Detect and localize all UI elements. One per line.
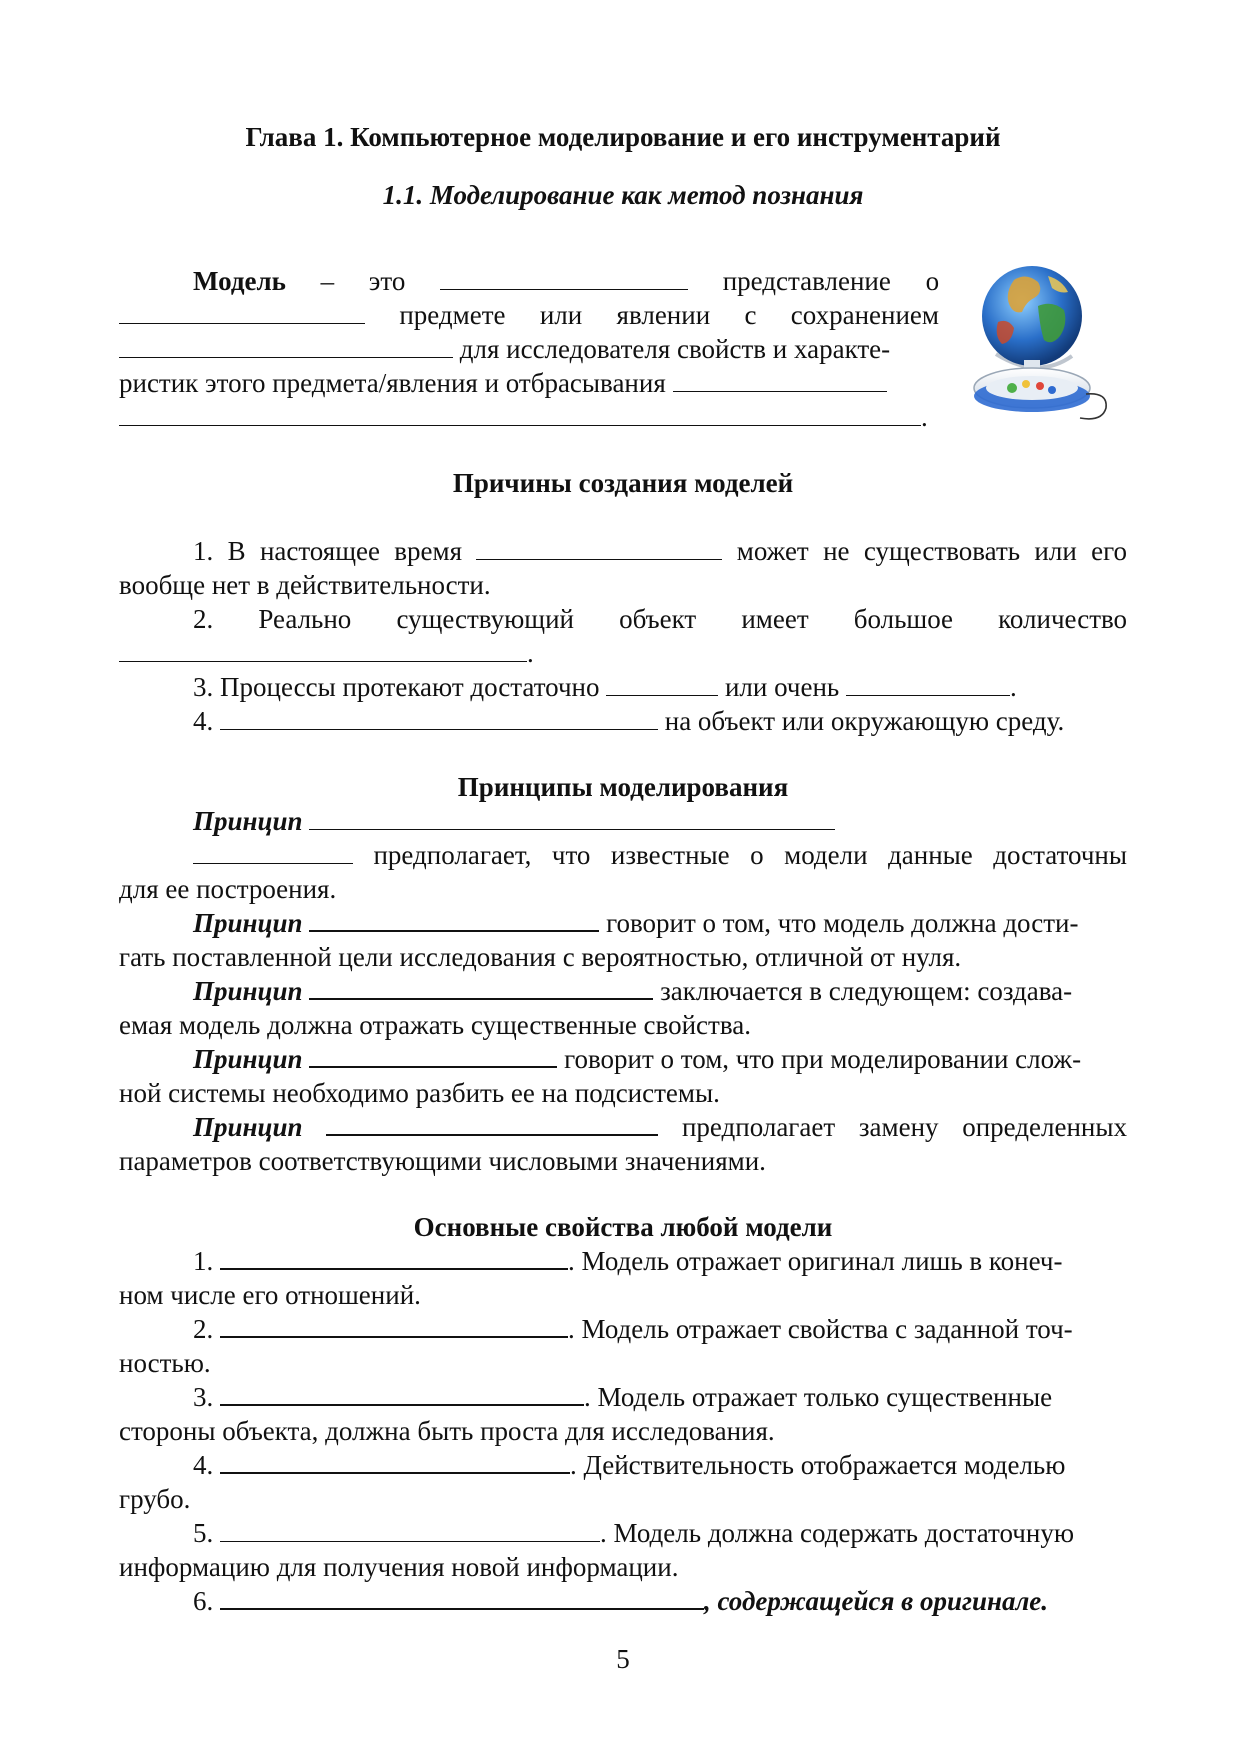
answer-blank[interactable] bbox=[309, 1044, 557, 1068]
reason-text: 4. bbox=[193, 706, 214, 736]
principle-2 bbox=[193, 906, 1078, 940]
property-1-cont: ном числе его отношений. bbox=[119, 1280, 421, 1310]
answer-blank[interactable] bbox=[119, 639, 527, 662]
property-text: , содержащейся в оригинале. bbox=[704, 1586, 1049, 1616]
word: с bbox=[744, 300, 757, 330]
property-number: 2. bbox=[193, 1314, 214, 1344]
property-3 bbox=[193, 1380, 1052, 1414]
answer-blank[interactable] bbox=[220, 1586, 704, 1610]
answer-blank[interactable] bbox=[309, 976, 653, 1000]
principle-text: говорит о том, что при моделировании слож- bbox=[564, 1044, 1082, 1074]
answer-blank[interactable] bbox=[220, 1450, 570, 1474]
property-text: . Модель отражает оригинал лишь в конеч- bbox=[568, 1246, 1063, 1276]
property-number: 3. bbox=[193, 1382, 214, 1412]
definition-line-4 bbox=[119, 366, 939, 400]
principle-label: Принцип bbox=[193, 908, 303, 938]
answer-blank[interactable] bbox=[119, 335, 453, 358]
reason-text: 1. В настоящее время bbox=[193, 536, 463, 566]
property-2 bbox=[193, 1312, 1073, 1346]
property-6 bbox=[193, 1584, 1048, 1618]
reason-word: 2. bbox=[193, 604, 214, 634]
definition-text: ристик этого предмета/явления и отбрасывания bbox=[119, 368, 666, 398]
principle-word: предполагает, bbox=[373, 840, 532, 870]
reason-word: Реально bbox=[258, 604, 352, 634]
word: сохранением bbox=[790, 300, 939, 330]
word: представление bbox=[722, 266, 891, 296]
reason-text: 3. Процессы протекают достаточно bbox=[193, 672, 600, 702]
principle-word: известные bbox=[610, 840, 730, 870]
answer-blank[interactable] bbox=[673, 369, 887, 392]
definition-line-2 bbox=[119, 298, 939, 332]
answer-blank[interactable] bbox=[309, 908, 599, 932]
reason-text: или очень bbox=[724, 672, 840, 702]
principle-word: замену bbox=[858, 1112, 939, 1142]
section-title: 1.1. Моделирование как метод познания bbox=[382, 180, 864, 210]
principle-5 bbox=[193, 1110, 1127, 1144]
answer-blank[interactable] bbox=[326, 1112, 658, 1136]
principle-label: Принцип bbox=[193, 806, 303, 836]
property-text: . Действительность отображается моделью bbox=[570, 1450, 1066, 1480]
property-number: 1. bbox=[193, 1246, 214, 1276]
principle-1 bbox=[193, 804, 835, 838]
word: или bbox=[539, 300, 583, 330]
property-4-cont: грубо. bbox=[119, 1484, 191, 1514]
property-5-cont: информацию для получения новой информации. bbox=[119, 1552, 679, 1582]
globe-toy-icon bbox=[968, 262, 1116, 430]
period: . bbox=[921, 402, 928, 432]
principle-word: данные bbox=[888, 840, 973, 870]
definition-term: Модель bbox=[193, 266, 286, 296]
answer-blank[interactable] bbox=[220, 1382, 584, 1406]
word: о bbox=[925, 266, 940, 296]
answer-blank[interactable] bbox=[119, 301, 365, 324]
word: предмете bbox=[399, 300, 506, 330]
reason-text: на объект или окружающую среду. bbox=[664, 706, 1065, 736]
principles-heading: Принципы моделирования bbox=[457, 772, 789, 802]
property-3-cont: стороны объекта, должна быть проста для исследования. bbox=[119, 1416, 775, 1446]
answer-blank[interactable] bbox=[309, 807, 835, 830]
dash: – bbox=[320, 266, 335, 296]
answer-blank[interactable] bbox=[220, 707, 658, 730]
principle-word: предполагает bbox=[681, 1112, 836, 1142]
definition-line-1 bbox=[193, 264, 939, 298]
answer-blank[interactable] bbox=[119, 403, 921, 426]
definition-text: для исследователя свойств и характе- bbox=[459, 334, 891, 364]
principle-3-cont: емая модель должна отражать существенные свойства. bbox=[119, 1010, 751, 1040]
reason-4 bbox=[193, 704, 1064, 738]
page-number: 5 bbox=[616, 1644, 630, 1674]
definition-line-3 bbox=[119, 332, 939, 366]
principle-word: определенных bbox=[962, 1112, 1127, 1142]
answer-blank[interactable] bbox=[220, 1314, 568, 1338]
properties-heading: Основные свойства любой модели bbox=[413, 1212, 833, 1242]
principle-label: Принцип bbox=[193, 1112, 303, 1142]
answer-blank[interactable] bbox=[220, 1246, 568, 1270]
answer-blank[interactable] bbox=[440, 267, 688, 290]
reason-word: количество bbox=[998, 604, 1128, 634]
reasons-heading: Причины создания моделей bbox=[452, 468, 794, 498]
property-text: . Модель должна содержать достаточную bbox=[600, 1518, 1074, 1548]
answer-blank[interactable] bbox=[846, 673, 1010, 696]
principle-text: говорит о том, что модель должна дости- bbox=[606, 908, 1079, 938]
principle-1-cont: для ее построения. bbox=[119, 874, 337, 904]
answer-blank[interactable] bbox=[476, 537, 722, 560]
property-2-cont: ностью. bbox=[119, 1348, 211, 1378]
principle-3 bbox=[193, 974, 1072, 1008]
principle-4 bbox=[193, 1042, 1081, 1076]
principle-5-cont: параметров соответствующими числовыми значениями. bbox=[119, 1146, 766, 1176]
principle-label: Принцип bbox=[193, 1044, 303, 1074]
period: . bbox=[527, 638, 534, 668]
property-number: 4. bbox=[193, 1450, 214, 1480]
property-number: 6. bbox=[193, 1586, 214, 1616]
principle-word: о bbox=[750, 840, 764, 870]
property-text: . Модель отражает только существенные bbox=[584, 1382, 1053, 1412]
reason-word: существующий bbox=[396, 604, 574, 634]
word: это bbox=[368, 266, 406, 296]
reason-word: имеет bbox=[741, 604, 809, 634]
answer-blank[interactable] bbox=[193, 841, 353, 864]
principle-word: достаточны bbox=[993, 840, 1128, 870]
property-1 bbox=[193, 1244, 1062, 1278]
principle-1-line-2 bbox=[193, 838, 1127, 872]
reason-text: может не существовать или его bbox=[736, 536, 1127, 566]
property-5 bbox=[193, 1516, 1074, 1550]
reason-1-cont: вообще нет в действительности. bbox=[119, 570, 491, 600]
reason-word: объект bbox=[619, 604, 697, 634]
principle-label: Принцип bbox=[193, 976, 303, 1006]
principle-word: что bbox=[551, 840, 591, 870]
reason-2-cont bbox=[119, 636, 534, 670]
word: явлении bbox=[616, 300, 711, 330]
answer-blank[interactable] bbox=[220, 1519, 600, 1542]
property-4 bbox=[193, 1448, 1065, 1482]
principle-word: модели bbox=[784, 840, 868, 870]
period: . bbox=[1009, 672, 1017, 702]
reason-1 bbox=[193, 534, 1127, 568]
principle-2-cont: гать поставленной цели исследования с вероятностью, отличной от нуля. bbox=[119, 942, 962, 972]
reason-2 bbox=[193, 602, 1127, 636]
chapter-title: Глава 1. Компьютерное моделирование и его инструментарий bbox=[245, 122, 1001, 152]
principle-4-cont: ной системы необходимо разбить ее на подсистемы. bbox=[119, 1078, 720, 1108]
reason-word: большое bbox=[853, 604, 954, 634]
principle-text: заключается в следующем: создава- bbox=[660, 976, 1073, 1006]
reason-3 bbox=[193, 670, 1017, 704]
answer-blank[interactable] bbox=[606, 673, 718, 696]
definition-line-5 bbox=[119, 400, 939, 434]
property-number: 5. bbox=[193, 1518, 214, 1548]
property-text: . Модель отражает свойства с заданной точ- bbox=[568, 1314, 1073, 1344]
